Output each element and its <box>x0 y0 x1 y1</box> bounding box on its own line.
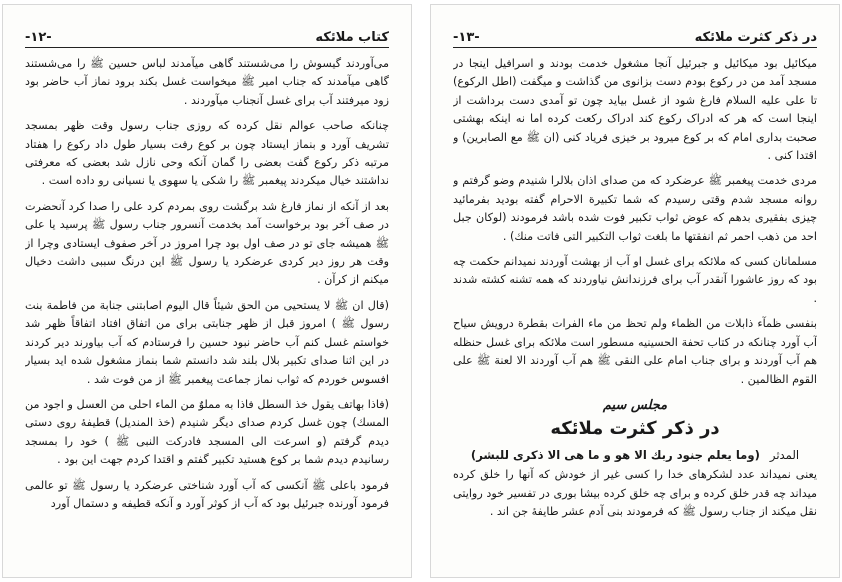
left-page-header <box>25 25 389 48</box>
right-page <box>430 4 840 578</box>
left-page-body <box>25 55 389 569</box>
right-page-body <box>453 55 817 569</box>
paragraph: میکائیل بود میکائیل و جبرئیل آنجا مشغول خدمت بودند و اسرافیل اینجا در مسجد آمد من در رکوع بودم دست بزانوی من گذاشت و میگفت (اطل الرکوع) تا علی علیه السلام فارغ شود از غسل بیاید چون تو آمدی دست برداشت از اینجا است که هر که ادراک رکوع کند ادراک رکعت کرده اما نه اینکه بهشتی صحبت بداری امام که بر کوع میرود بر خیزی فریاد کنی (ان ﷺ مع الصابرین) و اقتدا کنی . <box>453 57 817 163</box>
paragraph: مردی خدمت پیغمبر ﷺ عرضکرد که من صدای اذان بلالرا شنیدم وضو گرفتم و روانه مسجد شدم وقتی رسیدم که شما تکبیرة الاحرام گفته بودید بفرمائید چیزی بفقیری بدهم که عوض ثواب تکبیر فوت شده باشد فرمودند (لوکان جبل احد من ذهب احمر ثم انفقتها ما بلغت ثواب التکبیر التی فاتت منك) . <box>453 174 817 243</box>
verse-text: (وما یعلم جنود ربك الا هو و ما هی الا ذکری للبشر) <box>470 447 760 462</box>
right-page-header <box>453 25 817 48</box>
paragraph: می‌آوردند گیسوش را می‌شستند گاهی میآمدند لباس حسین ﷺ را می‌شستند گاهی میآمدند که جناب امیر ﷺ میخواست غسل بکند برود نماز آب حاضر بود زود میرفتند آب برای غسل آنجناب میآوردند . <box>25 57 389 107</box>
paragraph: (فاذا بهاتف یقول خذ السطل فاذا به مملوٌ من الماء احلی من العسل و اجود من المسك) چون غسل کردم صدای دیگر شنیدم (خذ المندیل) قطیفهٔ روی دستی دیدم گرفتم (و اسرعت الی المسجد فادرکت النبی ﷺ ) خود را بمسجد رسانیدم دیدم شما بر کوع هستید تکبیر گفتم و اقتدا کردم جهت این بود . <box>25 397 389 467</box>
chapter-label: مجلس سیم <box>602 397 668 413</box>
verse-surah-label: المدثر <box>769 447 800 462</box>
chapter-title: در ذکر کثرت ملائکه <box>550 417 720 439</box>
paragraph: فرمود باعلی ﷺ آنکسی که آب آورد شناختی عرضکرد یا رسول ﷺ تو عالمی فرمود آورنده جبرئیل بود که آب از کوثر آورد و آنکه قطیفه و دستمال آورد <box>25 478 389 510</box>
right-page-number: -۱۳- <box>453 30 480 45</box>
left-header-title: کتاب ملائکه <box>315 30 389 45</box>
left-page <box>2 4 412 578</box>
paragraph: مسلمانان کسی که ملائکه برای غسل او آب از بهشت آوردند نمیدانم حکمت چه بود که روز عاشورا آنقدر آب برای فرزندانش نیاوردند که همه تشنه کشته شدند . <box>453 255 817 305</box>
paragraph: (قال ان ﷺ لا یستحیی من الحق شیئاً قال الیوم اصابتنی جنابة من فاطمة بنت رسول ﷺ ) امروز قبل از ظهر جنابتی برای من اتفاق افتاد اتفاقاً ظهر شد خواستم غسل کنم آب حاضر نبود حسین را فرستادم که آب بیاورند دیر کردند در این اثنا صدای تکبیر بلال بلند شد دانستم شما بنماز مشغول شده اید بسیار افسوس خوردم که ثواب نماز جماعت پیغمبر ﷺ از من فوت شد . <box>25 298 389 386</box>
paragraph: یعنی نمیداند عدد لشکرهای خدا را کسی غیر از خودش که آنها را خلق کرده میداند چه قدر خلق کرده و برای چه خلق کرده بیشا بوری در تفسیر خود روایتی نقل میکند از جناب رسول ﷺ که فرمودند بنی آدم عشر طایفهٔ جن اند . <box>453 468 817 519</box>
paragraph: بنفسی ظمآء ذابلات من الظماء ولم تحظ من ماء الفرات بقطرة درویش سیاح آب آورد چنانکه در کتاب تحفة الحسینیه مسطور است ملائکه برای غسل حنظله هم آب آوردند و برای جناب امام علی النقی ﷺ هم آب آوردند الا لعنة ﷺ علی القوم الظالمین . <box>453 317 817 386</box>
right-header-title: در ذکر کثرت ملائکه <box>694 30 817 45</box>
paragraph: چنانکه صاحب عوالم نقل کرده که روزی جناب رسول وقت ظهر بمسجد تشریف آورد و بنماز ایستاد چون بر کوع رفت بسیار طول داد رکوع را هفتاد مرتبه ذکر رکوع گفت بعضی را گمان آنکه وحی نازل شد بعضی که معرفتی نداشتند خیال میکردند پیغمبر ﷺ را شکی یا سهوی یا نسیانی رو داده است . <box>25 119 389 188</box>
paragraph: بعد از آنکه از نماز فارغ شد برگشت روی بمردم کرد علی را صدا کرد آنحضرت در صف آخر بود برخواست آمد بخدمت آنسرور جناب رسول ﷺ پرسید یا علی ﷺ همیشه جای تو در صف اول بود چرا امروز در آخر صفوف ایستادی وچرا از وقت هر روز دیر کردی عرضکرد یا رسول ﷺ این درنگ سببی داشت دخیال میکنم از کرآن . <box>25 199 389 287</box>
quran-verse <box>453 446 817 464</box>
left-page-number: -۱۲- <box>25 30 52 45</box>
book-gutter <box>413 0 429 582</box>
